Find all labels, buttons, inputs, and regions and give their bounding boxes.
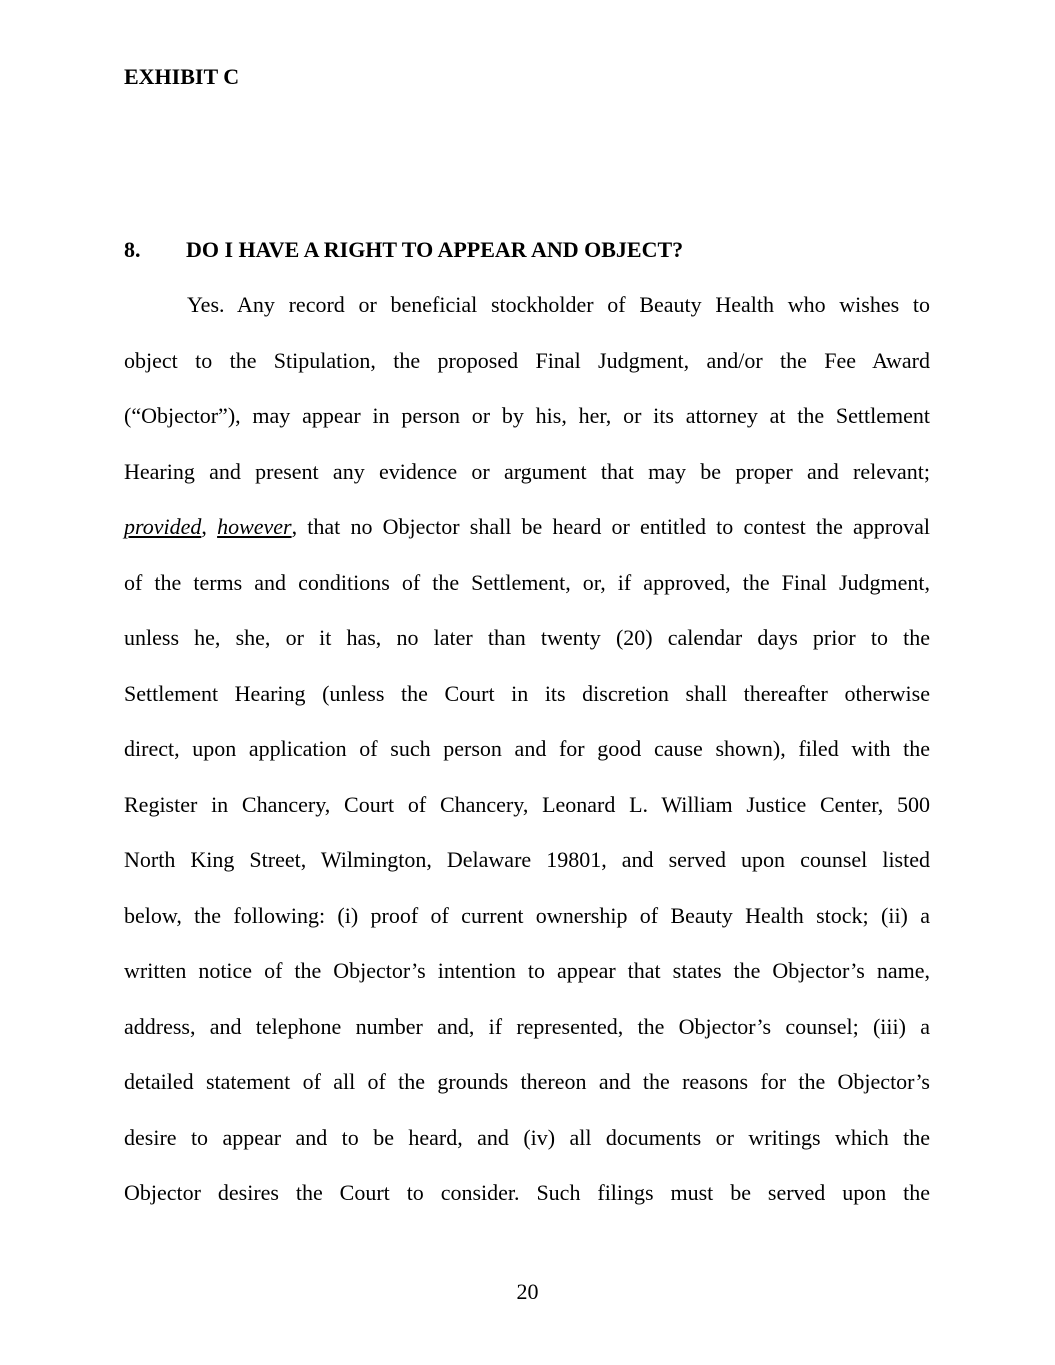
section-heading bbox=[124, 236, 683, 264]
paragraph-line: (“Objector”), may appear in person or by his, her, or its attorney at the Settlement bbox=[124, 403, 930, 428]
section-title: DO I HAVE A RIGHT TO APPEAR AND OBJECT? bbox=[186, 237, 684, 262]
paragraph-line: Objector desires the Court to consider. Such filings must be served upon the bbox=[124, 1180, 930, 1205]
emphasis-however: however bbox=[217, 514, 292, 539]
paragraph-line: detailed statement of all of the grounds thereon and the reasons for the Objector’s bbox=[124, 1069, 930, 1094]
paragraph-line: unless he, she, or it has, no later than twenty (20) calendar days prior to the bbox=[124, 625, 930, 650]
exhibit-label: EXHIBIT C bbox=[124, 64, 240, 89]
paragraph-line: Hearing and present any evidence or argument that may be proper and relevant; bbox=[124, 459, 930, 484]
paragraph-line: Settlement Hearing (unless the Court in its discretion shall thereafter otherwise bbox=[124, 681, 930, 706]
paragraph-line bbox=[124, 513, 930, 541]
emphasis-provided: provided bbox=[124, 514, 202, 539]
paragraph-line: North King Street, Wilmington, Delaware 19801, and served upon counsel listed bbox=[124, 847, 930, 872]
paragraph-line: below, the following: (i) proof of current ownership of Beauty Health stock; (ii) a bbox=[124, 903, 930, 928]
paragraph-line: direct, upon application of such person and for good cause shown), filed with the bbox=[124, 736, 930, 761]
section-number: 8. bbox=[124, 237, 141, 262]
page-number: 20 bbox=[516, 1279, 539, 1304]
paragraph-line: address, and telephone number and, if represented, the Objector’s counsel; (iii) a bbox=[124, 1014, 930, 1039]
separator: , bbox=[201, 514, 218, 539]
paragraph-line: object to the Stipulation, the proposed Final Judgment, and/or the Fee Award bbox=[124, 348, 930, 373]
paragraph-line: Register in Chancery, Court of Chancery, Leonard L. William Justice Center, 500 bbox=[124, 792, 930, 817]
paragraph-line: Yes. Any record or beneficial stockholder of Beauty Health who wishes to bbox=[187, 292, 930, 317]
paragraph-line: written notice of the Objector’s intention to appear that states the Objector’s name, bbox=[124, 958, 930, 983]
paragraph-line: of the terms and conditions of the Settlement, or, if approved, the Final Judgment, bbox=[124, 570, 930, 595]
paragraph-line: desire to appear and to be heard, and (iv) all documents or writings which the bbox=[124, 1125, 930, 1150]
line-rest: , that no Objector shall be heard or entitled to contest the approval bbox=[291, 514, 930, 539]
